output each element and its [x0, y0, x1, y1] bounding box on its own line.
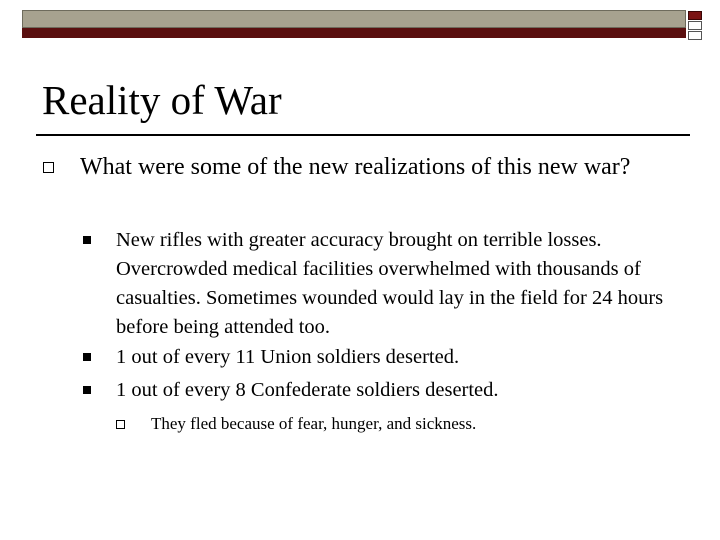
corner-square-white-1 [688, 21, 702, 30]
header-decoration-bar [22, 10, 686, 38]
corner-squares-decoration [686, 10, 708, 40]
hollow-square-bullet-icon [116, 420, 125, 429]
filled-square-bullet-icon [83, 353, 91, 361]
bullet-level1-text: What were some of the new realizations of this new war? [80, 154, 631, 180]
slide-title: Reality of War [42, 77, 282, 123]
sub-bullet-text: New rifles with greater accuracy brought on terrible losses. Overcrowded medical facilities overwhelmed with thousands of casualties. Sometimes wounded would lay in the field for 24 hours before being attended too. [116, 229, 664, 338]
corner-square-white-2 [688, 31, 702, 40]
corner-square-maroon [688, 11, 702, 20]
sub-bullet-text: 1 out of every 11 Union soldiers deserted. [116, 346, 460, 368]
sub-sub-bullet-text: They fled because of fear, hunger, and sickness. [151, 414, 477, 433]
header-maroon-band [22, 28, 686, 38]
header-olive-band [22, 10, 686, 28]
hollow-square-bullet-icon [43, 162, 54, 173]
sub-bullet-text: 1 out of every 8 Confederate soldiers deserted. [116, 379, 499, 401]
title-underline [36, 134, 690, 136]
filled-square-bullet-icon [83, 236, 91, 244]
filled-square-bullet-icon [83, 386, 91, 394]
